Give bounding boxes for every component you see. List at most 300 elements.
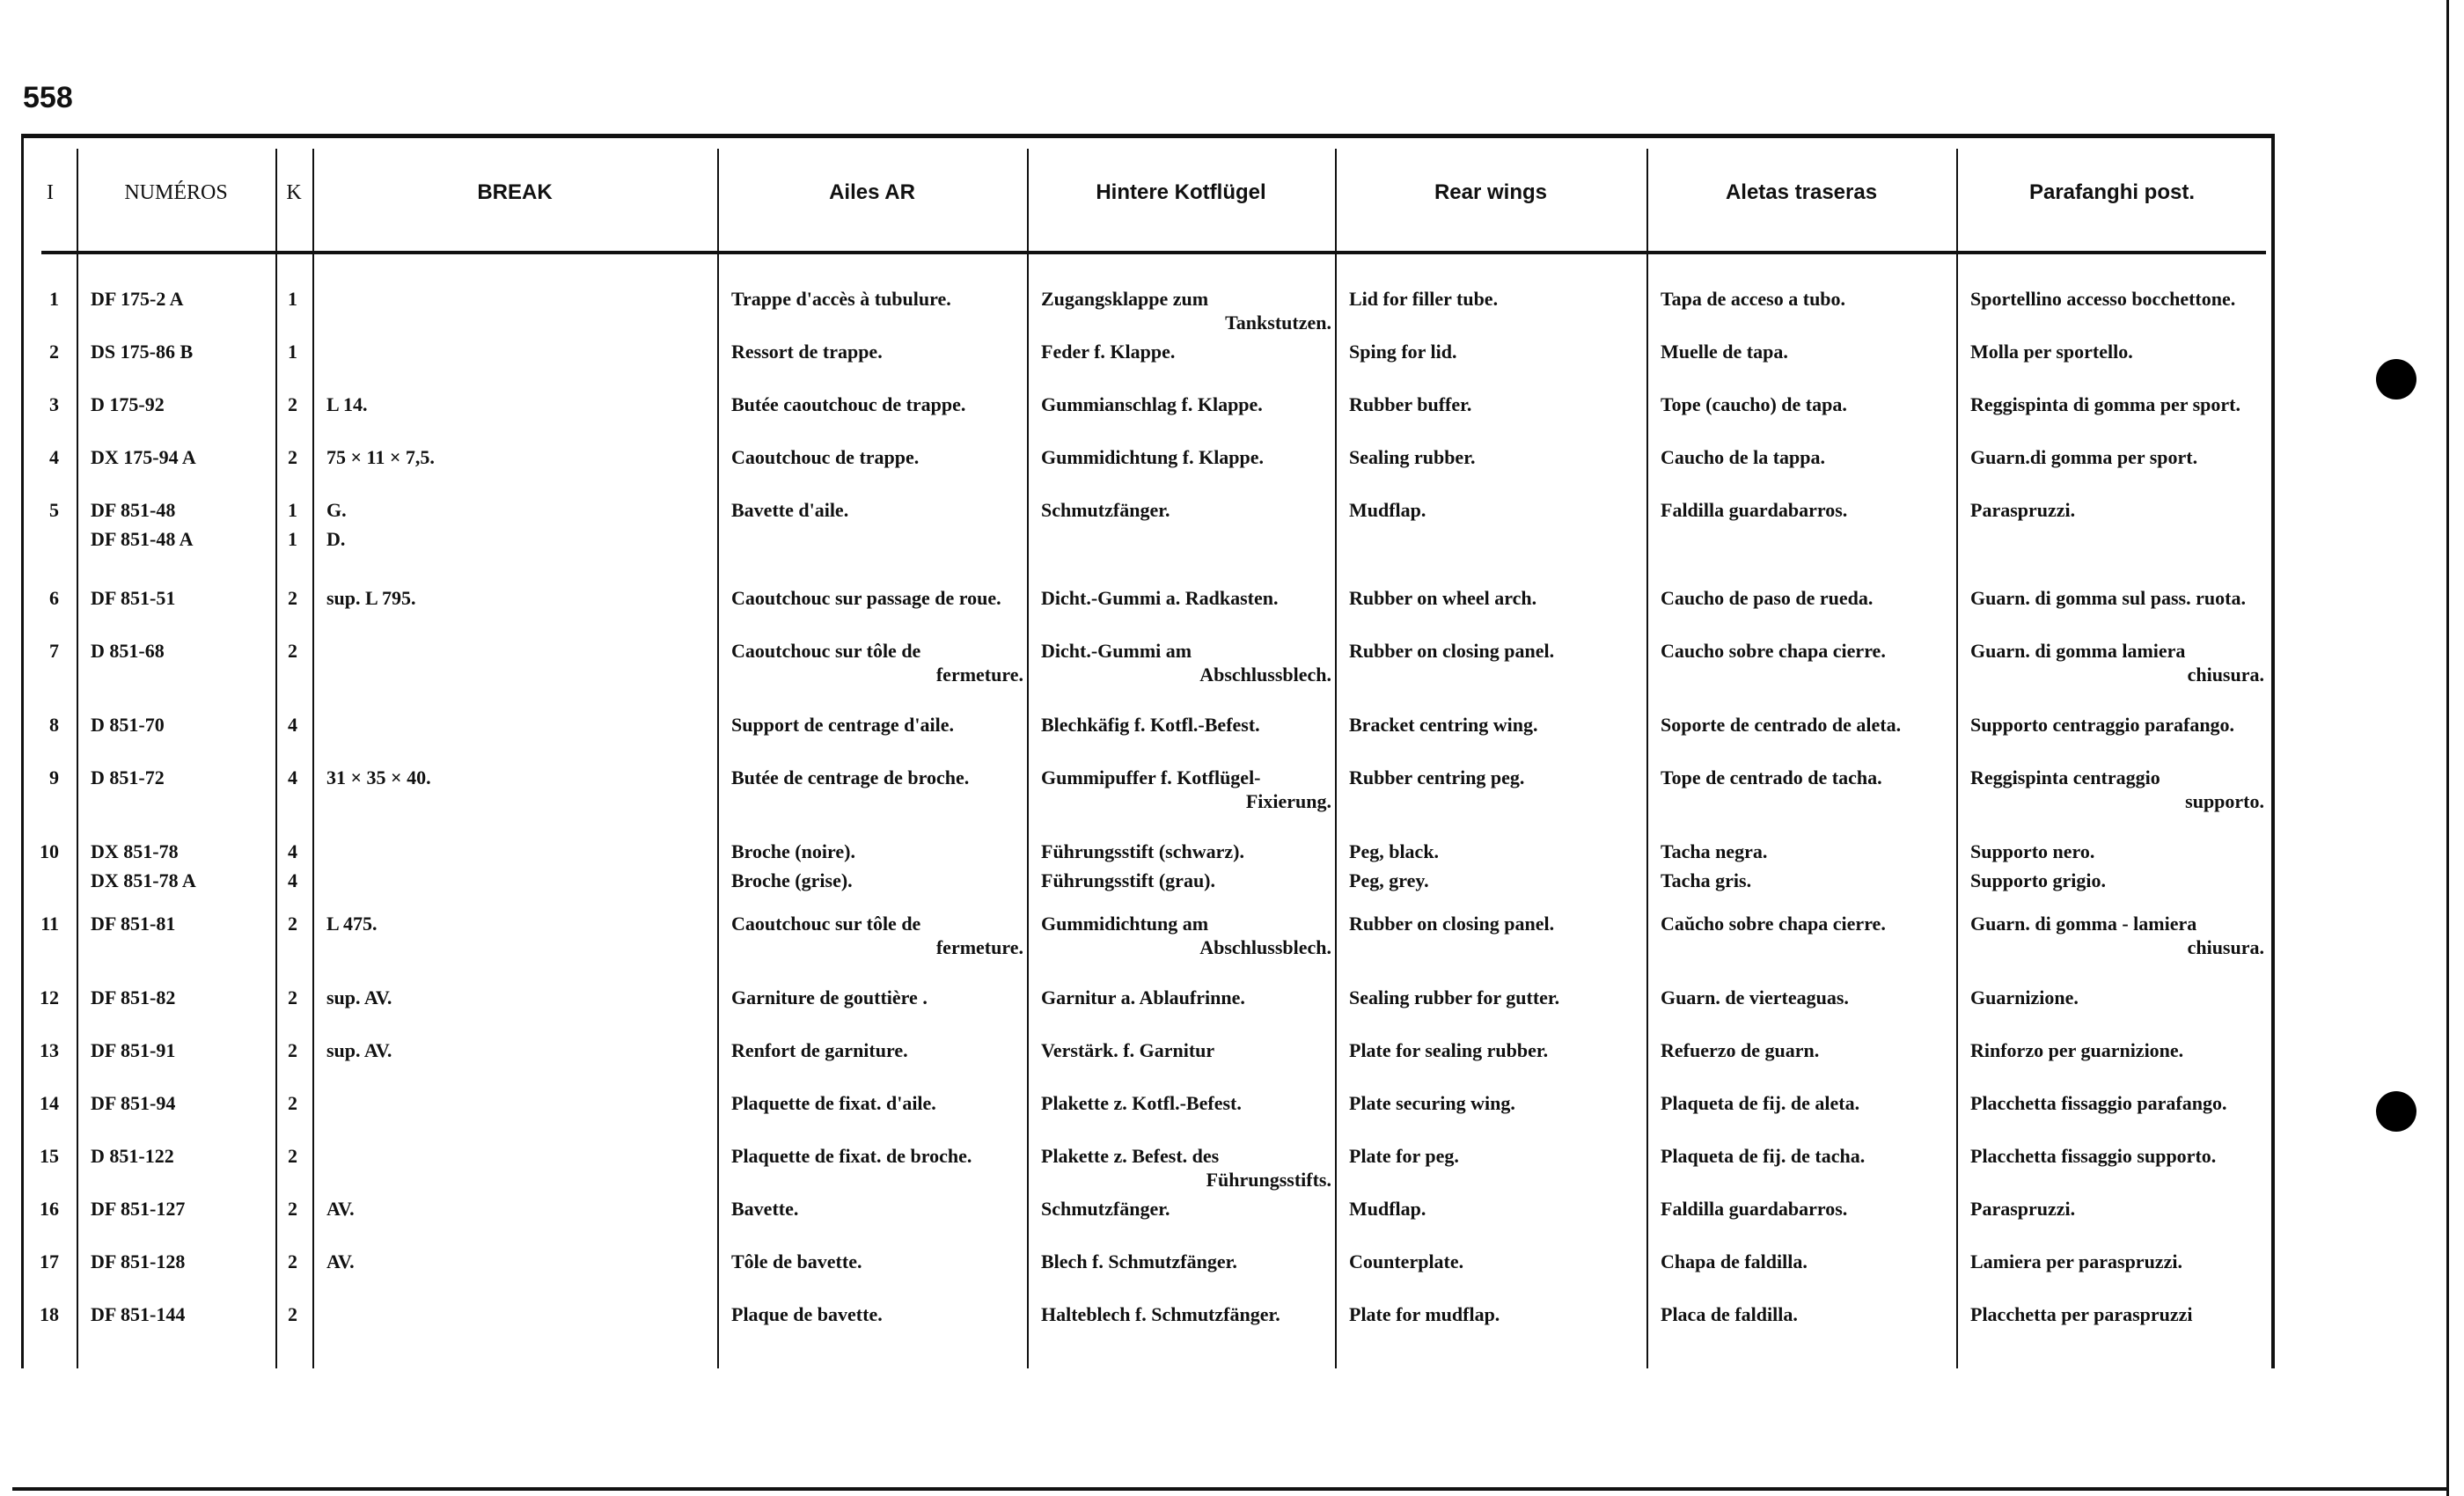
cell-it [1970,909,2264,957]
row-index: 16 [40,1198,59,1220]
cell-fr [731,710,1023,739]
cell-line: Plate securing wing. [1349,1092,1515,1114]
cell-line: 4 [288,714,297,736]
cell-line: Gummidichtung f. Klappe. [1041,446,1265,468]
cell-k [288,443,309,472]
cell-k [288,1300,309,1329]
row-index: 3 [49,393,59,415]
cell-line: D 851-70 [91,714,165,736]
cell-line: D 851-122 [91,1145,174,1167]
cell-line: supporto. [2185,790,2264,812]
cell-de [1041,583,1331,612]
table-row [24,837,2271,895]
cell-line: chiusura. [2187,664,2264,686]
cell-line: Rubber buffer. [1349,393,1472,415]
cell-line: Caoutchouc de trappe. [731,446,920,468]
cell-line: Fixierung. [1245,790,1331,812]
cell-line: DS 175-86 B [91,341,194,363]
cell-de [1041,495,1331,524]
header-k: K [286,180,302,204]
cell-line: Tope de centrado de tacha. [1661,766,1882,788]
cell-line: Plaquette de fixat. de broche. [731,1145,972,1167]
header-index: I [47,180,54,204]
cell-line: Support de centrage d'aile. [731,714,954,736]
cell-line: DF 851-144 [91,1303,186,1325]
cell-line: Tôle de bavette. [731,1250,862,1272]
cell-line: 31 × 35 × 40. [326,766,431,788]
cell-en [1349,1141,1643,1170]
cell-line: Blech f. Schmutzfänger. [1041,1250,1237,1272]
cell-line: Garnitur a. Ablaufrinne. [1041,986,1245,1008]
table-row [24,1247,2271,1305]
cell-brk [326,1036,705,1065]
cell-it [1970,710,2264,739]
header-italian: Parafanghi post. [2028,180,2196,204]
cell-num [91,1036,267,1065]
cell-line: DF 851-51 [91,587,176,609]
cell-line: 1 [288,288,297,310]
table-row [24,909,2271,967]
cell-line: Führungsstifts. [1206,1169,1331,1191]
cell-line: 75 × 11 × 7,5. [326,446,435,468]
cell-de [1041,443,1331,472]
cell-line: Garniture de gouttière . [731,986,928,1008]
cell-line: Abschlussblech. [1199,936,1331,958]
cell-it [1970,443,2264,472]
cell-fr [731,636,1023,685]
cell-line: Placa de faldilla. [1661,1303,1798,1325]
cell-es [1661,583,1953,612]
row-index: 18 [40,1303,59,1325]
table-row [24,1300,2271,1358]
cell-line: 2 [288,1198,297,1220]
cell-es [1661,1036,1953,1065]
cell-num [91,636,267,665]
cell-k [288,284,309,313]
cell-es [1661,1247,1953,1276]
cell-brk [326,443,705,472]
table-row [24,495,2271,554]
cell-k [288,837,309,895]
cell-en [1349,837,1643,895]
cell-line: DF 851-91 [91,1039,176,1061]
cell-es [1661,710,1953,739]
cell-de [1041,1194,1331,1223]
cell-line: 2 [288,1250,297,1272]
cell-line: 2 [288,587,297,609]
cell-es [1661,284,1953,313]
cell-num [91,284,267,313]
cell-num [91,983,267,1012]
cell-de [1041,909,1331,957]
cell-line: Gummipuffer f. Kotflügel- [1041,766,1261,788]
cell-line: DF 851-81 [91,913,176,935]
header-numeros: NUMÉROS [124,180,228,204]
cell-it [1970,983,2264,1012]
cell-fr [731,1300,1023,1329]
cell-line: Guarn. di gomma - lamiera [1970,913,2197,935]
cell-line: L 475. [326,913,378,935]
row-index: 11 [40,913,59,935]
cell-en [1349,443,1643,472]
cell-line: Feder f. Klappe. [1041,341,1176,363]
cell-line: Soporte de centrado de aleta. [1661,714,1902,736]
cell-line: 1 [288,528,297,550]
cell-brk [326,763,705,792]
cell-fr [731,583,1023,612]
cell-line: Tope (caucho) de tapa. [1661,393,1847,415]
header-french: Ailes AR [829,180,915,204]
cell-line: Halteblech f. Schmutzfänger. [1041,1303,1280,1325]
cell-line: 2 [288,1092,297,1114]
cell-de [1041,1247,1331,1276]
cell-line: sup. L 795. [326,587,416,609]
cell-line: Tacha negra. [1661,840,1768,862]
cell-de [1041,1036,1331,1065]
cell-line: Bracket centring wing. [1349,714,1538,736]
cell-es [1661,495,1953,524]
cell-line: Sportellino accesso bocchettone. [1970,288,2236,310]
cell-de [1041,983,1331,1012]
cell-line: 4 [288,766,297,788]
cell-line: Plate for mudflap. [1349,1303,1500,1325]
cell-en [1349,636,1643,665]
cell-line: Molla per sportello. [1970,341,2133,363]
cell-line: Paraspruzzi. [1970,1198,2076,1220]
cell-line: Plaquette de fixat. d'aile. [731,1092,936,1114]
row-index: 9 [49,766,59,788]
cell-line: Caoutchouc sur tôle de [731,913,921,935]
cell-it [1970,1194,2264,1223]
cell-line: Zugangsklappe zum [1041,288,1209,310]
cell-brk [326,909,705,938]
cell-de [1041,1300,1331,1329]
cell-line: Broche (noire). [731,840,855,862]
cell-num [91,1141,267,1170]
cell-de [1041,710,1331,739]
cell-en [1349,583,1643,612]
cell-line: L 14. [326,393,368,415]
cell-line: Schmutzfänger. [1041,499,1170,521]
cell-k [288,390,309,419]
row-index: 14 [40,1092,59,1114]
row-index: 4 [49,446,59,468]
cell-it [1970,337,2264,366]
cell-num [91,837,267,895]
cell-fr [731,284,1023,313]
table-row [24,1089,2271,1147]
cell-line: Guarn. de vierteaguas. [1661,986,1849,1008]
bottom-edge-rule [12,1487,2448,1491]
cell-en [1349,1247,1643,1276]
cell-num [91,763,267,792]
table-row [24,983,2271,1041]
cell-num [91,909,267,938]
cell-es [1661,1089,1953,1118]
cell-num [91,1247,267,1276]
cell-fr [731,390,1023,419]
cell-it [1970,583,2264,612]
cell-k [288,1036,309,1065]
cell-line: Lid for filler tube. [1349,288,1499,310]
page-number: 558 [23,81,73,114]
cell-line: Rubber on closing panel. [1349,913,1555,935]
cell-line: Faldilla guardabarros. [1661,1198,1848,1220]
cell-line: Führungsstift (schwarz). [1041,840,1244,862]
cell-line: Paraspruzzi. [1970,499,2076,521]
cell-line: Tankstutzen. [1225,312,1331,334]
cell-line: 4 [288,840,297,862]
cell-it [1970,1300,2264,1329]
row-index: 13 [40,1039,59,1061]
cell-line: Placchetta fissaggio parafango. [1970,1092,2227,1114]
cell-line: DF 851-128 [91,1250,186,1272]
cell-line: Butée de centrage de broche. [731,766,970,788]
cell-num [91,583,267,612]
cell-line: DF 851-48 A [91,528,194,550]
cell-line: Plakette z. Befest. des [1041,1145,1220,1167]
cell-k [288,636,309,665]
cell-es [1661,763,1953,792]
cell-fr [731,1141,1023,1170]
cell-brk [326,1247,705,1276]
cell-es [1661,1194,1953,1223]
cell-de [1041,763,1331,811]
table-row [24,337,2271,395]
cell-es [1661,636,1953,665]
table-row [24,583,2271,642]
cell-line: 2 [288,446,297,468]
cell-fr [731,1247,1023,1276]
cell-line: chiusura. [2187,936,2264,958]
row-index: 1 [49,288,59,310]
cell-es [1661,390,1953,419]
cell-line: Caucho de paso de rueda. [1661,587,1874,609]
cell-de [1041,1089,1331,1118]
cell-en [1349,763,1643,792]
binder-hole-top [2376,359,2416,400]
cell-line: Broche (grise). [731,869,853,891]
binder-hole-bottom [2376,1091,2416,1132]
table-row [24,636,2271,694]
cell-line: Caoutchouc sur passage de roue. [731,587,1001,609]
cell-es [1661,1300,1953,1329]
cell-en [1349,1089,1643,1118]
cell-es [1661,909,1953,938]
cell-line: sup. AV. [326,1039,392,1061]
cell-line: Rubber on closing panel. [1349,640,1555,662]
cell-brk [326,583,705,612]
row-index: 6 [49,587,59,609]
cell-line: G. [326,499,347,521]
cell-k [288,1089,309,1118]
cell-it [1970,1247,2264,1276]
cell-line: fermeture. [935,664,1023,686]
cell-line: Muelle de tapa. [1661,341,1788,363]
cell-line: 2 [288,1145,297,1167]
cell-line: DX 851-78 A [91,869,196,891]
cell-line: 2 [288,1039,297,1061]
cell-num [91,1194,267,1223]
cell-line: Gummianschlag f. Klappe. [1041,393,1263,415]
row-index: 7 [49,640,59,662]
row-index: 15 [40,1145,59,1167]
cell-line: 2 [288,913,297,935]
table-row [24,390,2271,448]
cell-line: 4 [288,869,297,891]
cell-line: DF 851-127 [91,1198,186,1220]
cell-line: DX 851-78 [91,840,179,862]
parts-table [21,134,2275,1368]
cell-line: DF 851-94 [91,1092,176,1114]
cell-de [1041,390,1331,419]
cell-line: D 851-68 [91,640,165,662]
cell-line: Rubber centring peg. [1349,766,1525,788]
cell-en [1349,390,1643,419]
cell-line: Tacha gris. [1661,869,1752,891]
cell-line: AV. [326,1250,355,1272]
header-divider [41,251,2266,254]
table-row [24,443,2271,501]
cell-fr [731,1089,1023,1118]
cell-line: Plaqueta de fij. de tacha. [1661,1145,1866,1167]
cell-en [1349,983,1643,1012]
cell-line: Ressort de trappe. [731,341,883,363]
cell-line: Caucho de la tappa. [1661,446,1826,468]
cell-k [288,1141,309,1170]
cell-line: Sealing rubber for gutter. [1349,986,1560,1008]
cell-es [1661,1141,1953,1170]
cell-line: Sping for lid. [1349,341,1457,363]
cell-line: Caoutchouc sur tôle de [731,640,921,662]
cell-line: Mudflap. [1349,499,1426,521]
cell-k [288,337,309,366]
cell-line: Lamiera per paraspruzzi. [1970,1250,2182,1272]
cell-line: Reggispinta centraggio [1970,766,2160,788]
cell-fr [731,443,1023,472]
cell-es [1661,443,1953,472]
cell-it [1970,284,2264,313]
cell-line: Plakette z. Kotfl.-Befest. [1041,1092,1242,1114]
cell-line: 2 [288,986,297,1008]
cell-line: Guarnizione. [1970,986,2079,1008]
cell-line: DF 851-82 [91,986,176,1008]
cell-line: Peg, grey. [1349,869,1429,891]
cell-k [288,909,309,938]
cell-en [1349,495,1643,524]
cell-fr [731,983,1023,1012]
cell-line: Plaqueta de fij. de aleta. [1661,1092,1860,1114]
cell-line: Faldilla guardabarros. [1661,499,1848,521]
cell-fr [731,1036,1023,1065]
cell-brk [326,495,705,554]
cell-en [1349,909,1643,938]
cell-line: Peg, black. [1349,840,1440,862]
cell-line: Reggispinta di gomma per sport. [1970,393,2240,415]
cell-num [91,1089,267,1118]
cell-line: Mudflap. [1349,1198,1426,1220]
row-index: 17 [40,1250,59,1272]
cell-line: Refuerzo de guarn. [1661,1039,1820,1061]
header-german: Hintere Kotflügel [1096,180,1266,204]
cell-k [288,710,309,739]
table-row [24,710,2271,768]
row-index: 5 [49,499,59,521]
cell-it [1970,837,2264,895]
cell-it [1970,1089,2264,1118]
cell-line: Plaque de bavette. [731,1303,883,1325]
cell-es [1661,337,1953,366]
cell-line: 2 [288,1303,297,1325]
cell-brk [326,390,705,419]
cell-num [91,337,267,366]
cell-line: DX 175-94 A [91,446,196,468]
table-row [24,1141,2271,1199]
cell-line: Supporto grigio. [1970,869,2107,891]
cell-de [1041,837,1331,895]
cell-fr [731,763,1023,792]
cell-line: Bavette d'aile. [731,499,849,521]
table-row [24,763,2271,821]
cell-de [1041,284,1331,333]
cell-k [288,583,309,612]
cell-it [1970,1036,2264,1065]
cell-line: Rinforzo per guarnizione. [1970,1039,2184,1061]
cell-fr [731,909,1023,957]
header-break: BREAK [477,180,553,204]
cell-it [1970,1141,2264,1170]
cell-line: 1 [288,341,297,363]
header-spanish: Aletas traseras [1725,180,1878,204]
cell-it [1970,636,2264,685]
cell-it [1970,495,2264,524]
cell-fr [731,495,1023,524]
cell-brk [326,983,705,1012]
cell-en [1349,1300,1643,1329]
cell-es [1661,837,1953,895]
cell-brk [326,1194,705,1223]
cell-line: Dicht.-Gummi am [1041,640,1192,662]
table-row [24,284,2271,342]
row-index: 12 [40,986,59,1008]
cell-line: Plate for peg. [1349,1145,1459,1167]
cell-de [1041,1141,1331,1190]
cell-line: DF 175-2 A [91,288,184,310]
cell-line: 1 [288,499,297,521]
cell-en [1349,337,1643,366]
cell-num [91,390,267,419]
cell-it [1970,763,2264,811]
cell-line: Renfort de garniture. [731,1039,908,1061]
cell-num [91,1300,267,1329]
cell-num [91,495,267,554]
cell-line: Butée caoutchouc de trappe. [731,393,966,415]
cell-num [91,710,267,739]
cell-line: Supporto nero. [1970,840,2095,862]
cell-k [288,495,309,554]
cell-line: Blechkäfig f. Kotfl.-Befest. [1041,714,1260,736]
cell-line: D. [326,528,346,550]
cell-line: Guarn.di gomma per sport. [1970,446,2198,468]
cell-line: Schmutzfänger. [1041,1198,1170,1220]
cell-line: Caŭcho sobre chapa cierre. [1661,913,1886,935]
cell-line: Caucho sobre chapa cierre. [1661,640,1886,662]
cell-es [1661,983,1953,1012]
cell-de [1041,636,1331,685]
cell-fr [731,837,1023,895]
cell-it [1970,390,2264,419]
header-english: Rear wings [1434,180,1548,204]
